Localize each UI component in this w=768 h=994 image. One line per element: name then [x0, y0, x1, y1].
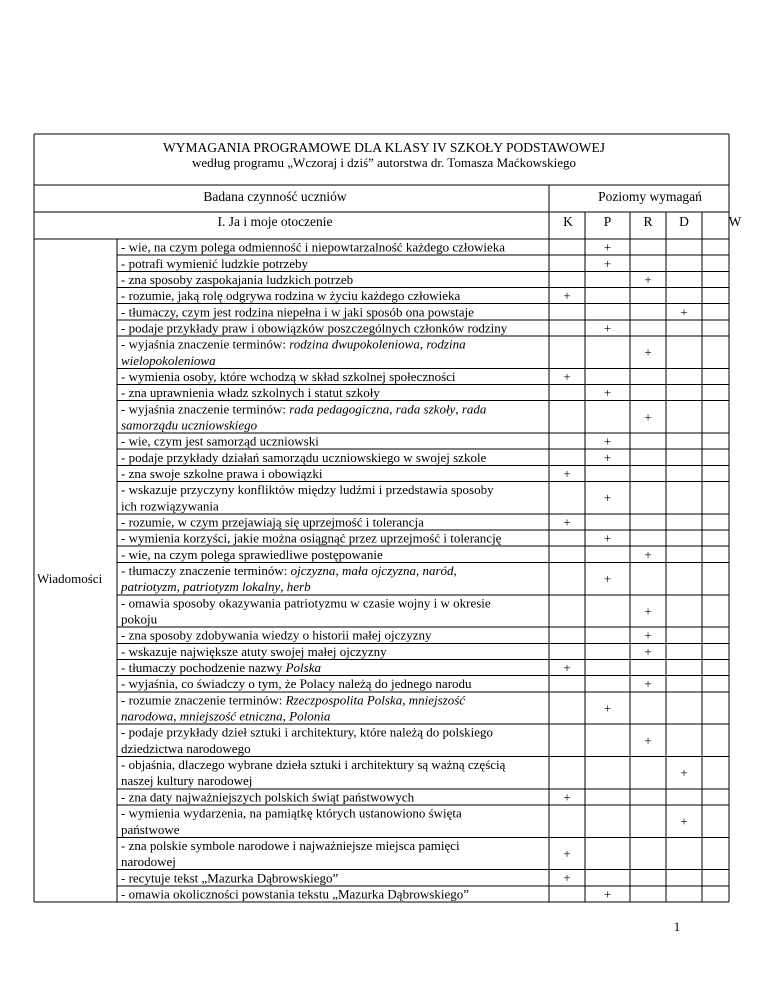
level-mark-p: + [603, 449, 612, 465]
table-row [121, 870, 571, 885]
document-subtitle: według programu „Wczoraj i dziś” autorstwa dr. Tomasza Maćkowskiego [191, 155, 577, 170]
level-mark-r: + [644, 676, 652, 692]
table-row [121, 838, 571, 869]
level-mark-d: + [680, 304, 688, 320]
level-mark-p: + [603, 320, 612, 336]
requirement-text: narodowej [121, 854, 176, 870]
requirement-text: - wskazuje przyczyny konfliktów między ludźmi i przedstawia sposoby [121, 482, 494, 498]
requirement-text: - rozumie znaczenie terminów: Rzeczpospolita Polska, mniejszość [121, 692, 466, 708]
requirement-text: - podaje przykłady działań samorządu uczniowskiego w swojej szkole [121, 449, 487, 465]
level-mark-k: + [563, 369, 571, 384]
level-header-d: D [679, 214, 689, 229]
requirement-text: - tłumaczy pochodzenie nazwy Polska [121, 660, 321, 676]
requirement-text: - rozumie, w czym przejawiają się uprzejmość i tolerancja [121, 514, 424, 530]
level-mark-r: + [644, 344, 652, 360]
requirement-text: - wyjaśnia znaczenie terminów: rada pedagogiczna, rada szkoły, rada [121, 401, 487, 417]
level-mark-r: + [644, 627, 652, 643]
level-mark-k: + [563, 870, 571, 886]
table-row [121, 757, 688, 788]
level-mark-k: + [563, 514, 571, 530]
requirement-text: - recytuje tekst „Mazurka Dąbrowskiego” [121, 870, 339, 886]
requirement-text: - zna uprawnienia władz szkolnych i statut szkoły [121, 385, 380, 401]
requirement-text: - wymienia osoby, które wchodzą w skład szkolnej społeczności [121, 369, 456, 384]
requirement-text: - wie, na czym polega sprawiedliwe postępowanie [121, 546, 383, 562]
level-mark-k: + [563, 466, 571, 481]
requirement-text: - podaje przykłady praw i obowiązków poszczególnych członków rodziny [121, 320, 508, 336]
header-activity: Badana czynność uczniów [203, 189, 347, 204]
requirement-text: - objaśnia, dlaczego wybrane dzieła sztuki i architektury są ważną częścią [121, 757, 506, 773]
level-mark-p: + [603, 385, 612, 401]
level-mark-k: + [563, 660, 571, 675]
section-title: I. Ja i moje otoczenie [217, 214, 333, 229]
table-row [121, 660, 571, 675]
level-mark-r: + [644, 546, 652, 562]
level-headers [563, 214, 742, 229]
category-label: Wiadomości [37, 571, 103, 586]
table-row [121, 531, 611, 546]
requirement-text: - wie, czym jest samorząd uczniowski [121, 433, 319, 449]
requirement-text: dziedzictwa narodowego [121, 740, 251, 756]
table-row [121, 288, 571, 303]
table-row [121, 547, 652, 562]
level-mark-d: + [680, 813, 688, 829]
table-row [121, 886, 611, 901]
table-row [121, 434, 611, 449]
requirement-text: - wymienia korzyści, jakie można osiągnąć przez uprzejmość i tolerancję [121, 530, 502, 546]
level-mark-p: + [603, 571, 612, 587]
requirement-text: - rozumie, jaką rolę odgrywa rodzina w życiu każdego człowieka [121, 288, 461, 304]
requirement-text: - wymienia wydarzenia, na pamiątkę których ustanowiono święta [121, 805, 462, 821]
requirement-text: samorządu uczniowskiego [121, 417, 258, 433]
table-row [121, 337, 652, 368]
level-mark-p: + [603, 886, 612, 902]
requirement-text: państwowe [121, 821, 180, 837]
requirement-text: patriotyzm, patriotyzm lokalny, herb [121, 579, 311, 595]
level-mark-k: + [563, 288, 571, 304]
requirement-text: - tłumaczy znaczenie terminów: ojczyzna, mała ojczyzna, naród, [121, 563, 457, 578]
table-row [121, 595, 652, 626]
table-row [121, 369, 571, 384]
level-mark-r: + [644, 271, 652, 287]
level-mark-p: + [603, 700, 612, 716]
level-mark-r: + [644, 643, 652, 659]
table-row [121, 806, 688, 837]
level-header-p: P [603, 214, 612, 229]
level-mark-r: + [644, 409, 652, 425]
requirement-text: - wyjaśnia znaczenie terminów: rodzina dwupokoleniowa, rodzina [121, 336, 466, 352]
requirement-text: - wie, na czym polega odmienność i niepowtarzalność każdego człowieka [121, 239, 506, 255]
requirement-text: pokoju [121, 611, 158, 627]
level-mark-k: + [563, 789, 571, 805]
level-mark-p: + [603, 530, 612, 546]
table-row [121, 240, 611, 255]
level-mark-d: + [680, 765, 688, 781]
requirement-text: - podaje przykłady dzieł sztuki i architektury, które należą do polskiego [121, 724, 494, 740]
requirement-text: - zna polskie symbole narodowe i najważniejsze miejsca pamięci [121, 837, 460, 853]
requirement-text: - zna sposoby zaspokajania ludzkich potrzeb [121, 272, 354, 287]
requirement-text: wielopokoleniowa [121, 352, 216, 368]
document-title: WYMAGANIA PROGRAMOWE DLA KLASY IV SZKOŁY PODSTAWOWEJ [162, 140, 606, 155]
table-row [120, 563, 611, 594]
table-row [121, 450, 611, 465]
table-row [121, 515, 571, 530]
table-row [121, 789, 571, 804]
table-row [121, 692, 611, 723]
requirement-text: - wskazuje największe atuty swojej małej ojczyzny [121, 643, 387, 659]
table-row [121, 320, 611, 335]
level-mark-k: + [563, 846, 571, 861]
requirement-text: naszej kultury narodowej [121, 773, 253, 789]
table-row [121, 644, 652, 659]
page-number: 1 [673, 919, 681, 934]
table-row [121, 482, 611, 513]
requirement-text: - omawia sposoby okazywania patriotyzmu w czasie wojny i w okresie [121, 595, 491, 611]
level-mark-p: + [603, 433, 612, 449]
table-row [121, 401, 652, 432]
requirement-text: - potrafi wymienić ludzkie potrzeby [121, 255, 308, 271]
requirement-text: ich rozwiązywania [121, 498, 219, 514]
table-row [121, 385, 611, 400]
table-row [121, 256, 611, 271]
level-mark-r: + [644, 603, 652, 619]
requirement-text: - omawia okoliczności powstania tekstu „Mazurka Dąbrowskiego” [121, 886, 470, 902]
requirements-rows [120, 240, 688, 902]
requirement-text: - wyjaśnia, co świadczy o tym, że Polacy należą do jednego narodu [121, 676, 472, 692]
table-row [121, 272, 652, 287]
level-mark-p: + [603, 255, 612, 271]
header-levels: Poziomy wymagań [598, 189, 702, 204]
level-mark-p: + [603, 490, 612, 506]
table-row [121, 304, 688, 319]
level-header-k: K [563, 214, 573, 229]
table-row [121, 628, 652, 643]
requirement-text: - zna swoje szkolne prawa i obowiązki [121, 466, 323, 481]
level-mark-p: + [603, 239, 612, 255]
requirement-text: - tłumaczy, czym jest rodzina niepełna i w jaki sposób ona powstaje [121, 304, 474, 320]
table-row [121, 466, 571, 481]
table-row [121, 725, 652, 756]
requirement-text: narodowa, mniejszość etniczna, Polonia [121, 708, 331, 724]
table-row [121, 676, 652, 691]
requirement-text: - zna sposoby zdobywania wiedzy o historii małej ojczyzny [121, 627, 432, 643]
level-header-w: W [728, 214, 742, 229]
requirement-text: - zna daty najważniejszych polskich świąt państwowych [121, 789, 415, 805]
level-mark-r: + [644, 732, 652, 748]
level-header-r: R [643, 214, 653, 229]
